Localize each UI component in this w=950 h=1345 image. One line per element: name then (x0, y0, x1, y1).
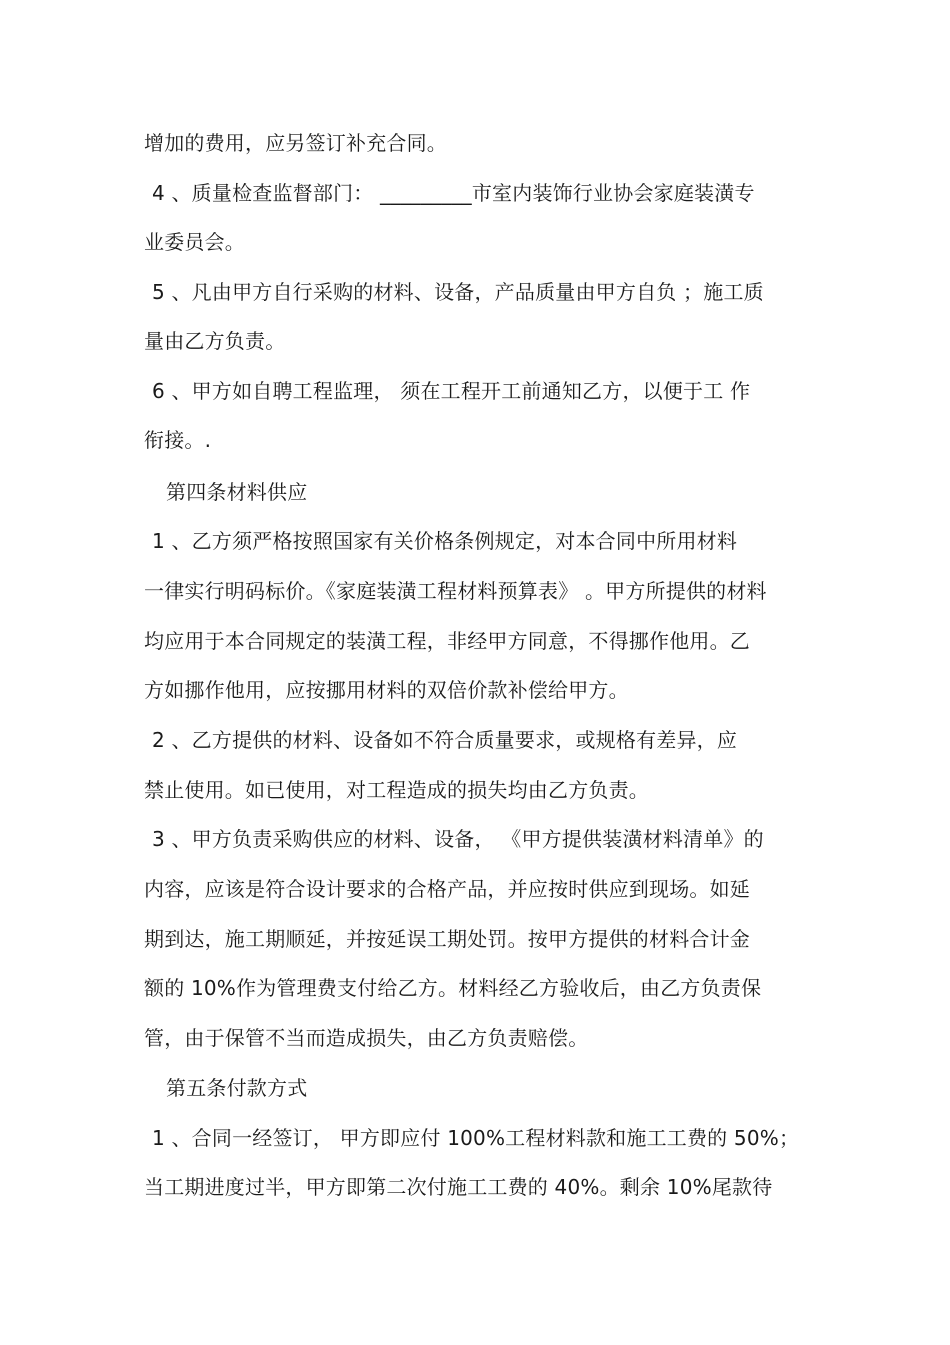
text-line: 当工期进度过半，甲方即第二次付施工工费的 40%。剩余 10%尾款待 (144, 1175, 773, 1199)
text-line: 2 、乙方提供的材料、设备如不符合质量要求，或规格有差异，应 (152, 728, 738, 752)
text-line: 衔接。. (144, 428, 212, 452)
text-line: 额的 10%作为管理费支付给乙方。材料经乙方验收后，由乙方负责保 (144, 976, 762, 1000)
text-line: 量由乙方负责。 (144, 329, 286, 353)
text-line: 4 、质量检查监督部门： _________市室内装饰行业协会家庭装潢专 (152, 181, 755, 205)
text-line: 5 、凡由甲方自行采购的材料、设备，产品质量由甲方自负 ；施工质 (152, 280, 764, 304)
text-line: 1 、合同一经签订， 甲方即应付 100%工程材料款和施工工费的 50%； (152, 1126, 800, 1150)
text-line: 均应用于本合同规定的装潢工程，非经甲方同意，不得挪作他用。乙 (144, 629, 750, 653)
text-line: 业委员会。 (144, 230, 245, 254)
text-line: 增加的费用，应另签订补充合同。 (144, 131, 447, 155)
text-line: 方如挪作他用，应按挪用材料的双倍价款补偿给甲方。 (144, 678, 629, 702)
section-heading: 第四条材料供应 (166, 480, 308, 504)
section-heading: 第五条付款方式 (166, 1076, 308, 1100)
text-line: 管，由于保管不当而造成损失，由乙方负责赔偿。 (144, 1026, 589, 1050)
text-line: 禁止使用。如已使用，对工程造成的损失均由乙方负责。 (144, 778, 649, 802)
text-line: 1 、乙方须严格按照国家有关价格条例规定，对本合同中所用材料 (152, 529, 738, 553)
text-line: 一律实行明码标价。《家庭装潢工程材料预算表》 。甲方所提供的材料 (144, 579, 767, 603)
text-line: 6 、甲方如自聘工程监理， 须在工程开工前通知乙方，以便于工 作 (152, 379, 751, 403)
text-line: 内容，应该是符合设计要求的合格产品，并应按时供应到现场。如延 (144, 877, 750, 901)
text-line: 期到达，施工期顺延，并按延误工期处罚。按甲方提供的材料合计金 (144, 927, 750, 951)
text-line: 3 、甲方负责采购供应的材料、设备， 《甲方提供装潢材料清单》的 (152, 827, 764, 851)
